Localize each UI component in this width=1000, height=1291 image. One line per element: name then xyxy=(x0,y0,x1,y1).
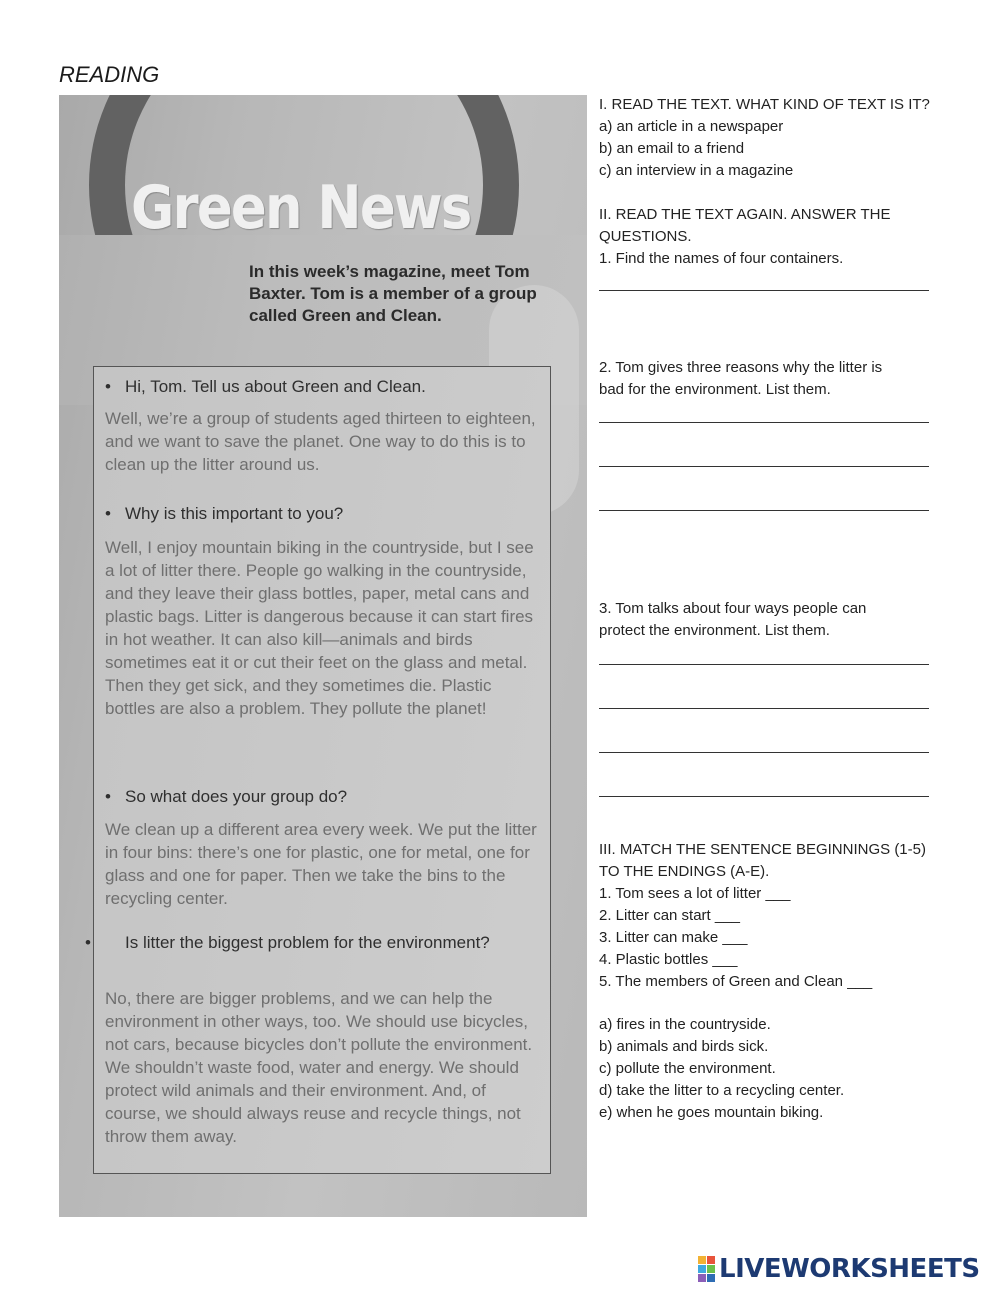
match-ending-c: c) pollute the environment. xyxy=(599,1060,776,1077)
article-intro: In this week’s magazine, meet Tom Baxter. Tom is a member of a group called Green and Clean. xyxy=(249,262,537,325)
article-masthead: Green News xyxy=(131,173,471,243)
question-3-text-line-2: protect the environment. List them. xyxy=(599,622,830,639)
interview-question-3: • So what does your group do? xyxy=(105,785,545,808)
match-beginning-5[interactable]: 5. The members of Green and Clean ___ xyxy=(599,973,873,990)
match-ending-e: e) when he goes mountain biking. xyxy=(599,1104,824,1121)
liveworksheets-logo-icon xyxy=(698,1256,715,1282)
section-1-option-a: a) an article in a newspaper xyxy=(599,118,784,135)
question-2-answer-line-1[interactable] xyxy=(599,422,929,423)
interview-answer-4: No, there are bigger problems, and we can help the environment in other ways, too. We should use bicycles, not cars, because bicycles don’t pollute the environment. We shouldn’t waste food, water and energy. We should protect wild animals and their environment. And, of course, we should always reuse and recycle things, not throw them away. xyxy=(105,989,533,1146)
match-beginning-2[interactable]: 2. Litter can start ___ xyxy=(599,907,740,924)
interview-question-2: • Why is this important to you? xyxy=(105,502,545,525)
question-1-text: 1. Find the names of four containers. xyxy=(599,250,844,267)
liveworksheets-brand: LIVEWORKSHEETS xyxy=(719,1254,980,1284)
interview-question-1: • Hi, Tom. Tell us about Green and Clean. xyxy=(105,375,545,398)
interview-answer-1: Well, we’re a group of students aged thirteen to eighteen, and we want to save the planet. One way to do this is to clean up the litter around us. xyxy=(105,409,536,474)
question-1-answer-line[interactable] xyxy=(599,290,929,291)
interview-answer-3: We clean up a different area every week. We put the litter in four bins: there’s one for plastic, one for metal, one for glass and one for paper. Then we take the bins to the recycling center. xyxy=(105,820,537,908)
question-3-answer-line-3[interactable] xyxy=(599,752,929,753)
section-2-title-line-2: QUESTIONS. xyxy=(599,228,692,245)
match-beginning-1[interactable]: 1. Tom sees a lot of litter ___ xyxy=(599,885,791,902)
section-1-title: I. READ THE TEXT. WHAT KIND OF TEXT IS IT? xyxy=(599,96,930,113)
question-2-answer-line-2[interactable] xyxy=(599,466,929,467)
liveworksheets-footer xyxy=(698,1254,980,1284)
section-3-title-line-2: TO THE ENDINGS (A-E). xyxy=(599,863,770,880)
section-1-option-b: b) an email to a friend xyxy=(599,140,745,157)
section-2-title-line-1: II. READ THE TEXT AGAIN. ANSWER THE xyxy=(599,206,891,223)
section-3-title-line-1: III. MATCH THE SENTENCE BEGINNINGS (1-5) xyxy=(599,841,926,858)
match-beginning-4[interactable]: 4. Plastic bottles ___ xyxy=(599,951,738,968)
question-2-text-line-1: 2. Tom gives three reasons why the litter is xyxy=(599,359,883,376)
page-heading: READING xyxy=(59,62,160,87)
match-ending-d: d) take the litter to a recycling center. xyxy=(599,1082,845,1099)
question-3-answer-line-2[interactable] xyxy=(599,708,929,709)
question-3-answer-line-1[interactable] xyxy=(599,664,929,665)
match-beginning-3[interactable]: 3. Litter can make ___ xyxy=(599,929,748,946)
interview-answer-2: Well, I enjoy mountain biking in the countryside, but I see a lot of litter there. People go walking in the countryside, and they leave their glass bottles, paper, metal cans and plastic bags. Litter is dangerous because it can start fires in hot weather. It can also kill—animals and birds sometimes eat it or cut their feet on the glass and metal. Then they get sick, and they sometimes die. Plastic bottles are also a problem. They pollute the planet! xyxy=(105,538,534,718)
section-1-option-c: c) an interview in a magazine xyxy=(599,162,794,179)
question-2-text-line-2: bad for the environment. List them. xyxy=(599,381,831,398)
interview-question-4: • Is litter the biggest problem for the environment? xyxy=(105,931,545,954)
match-ending-a: a) fires in the countryside. xyxy=(599,1016,771,1033)
article-photo xyxy=(59,95,587,1217)
question-2-answer-line-3[interactable] xyxy=(599,510,929,511)
question-3-text-line-1: 3. Tom talks about four ways people can xyxy=(599,600,867,617)
match-ending-b: b) animals and birds sick. xyxy=(599,1038,769,1055)
question-3-answer-line-4[interactable] xyxy=(599,796,929,797)
